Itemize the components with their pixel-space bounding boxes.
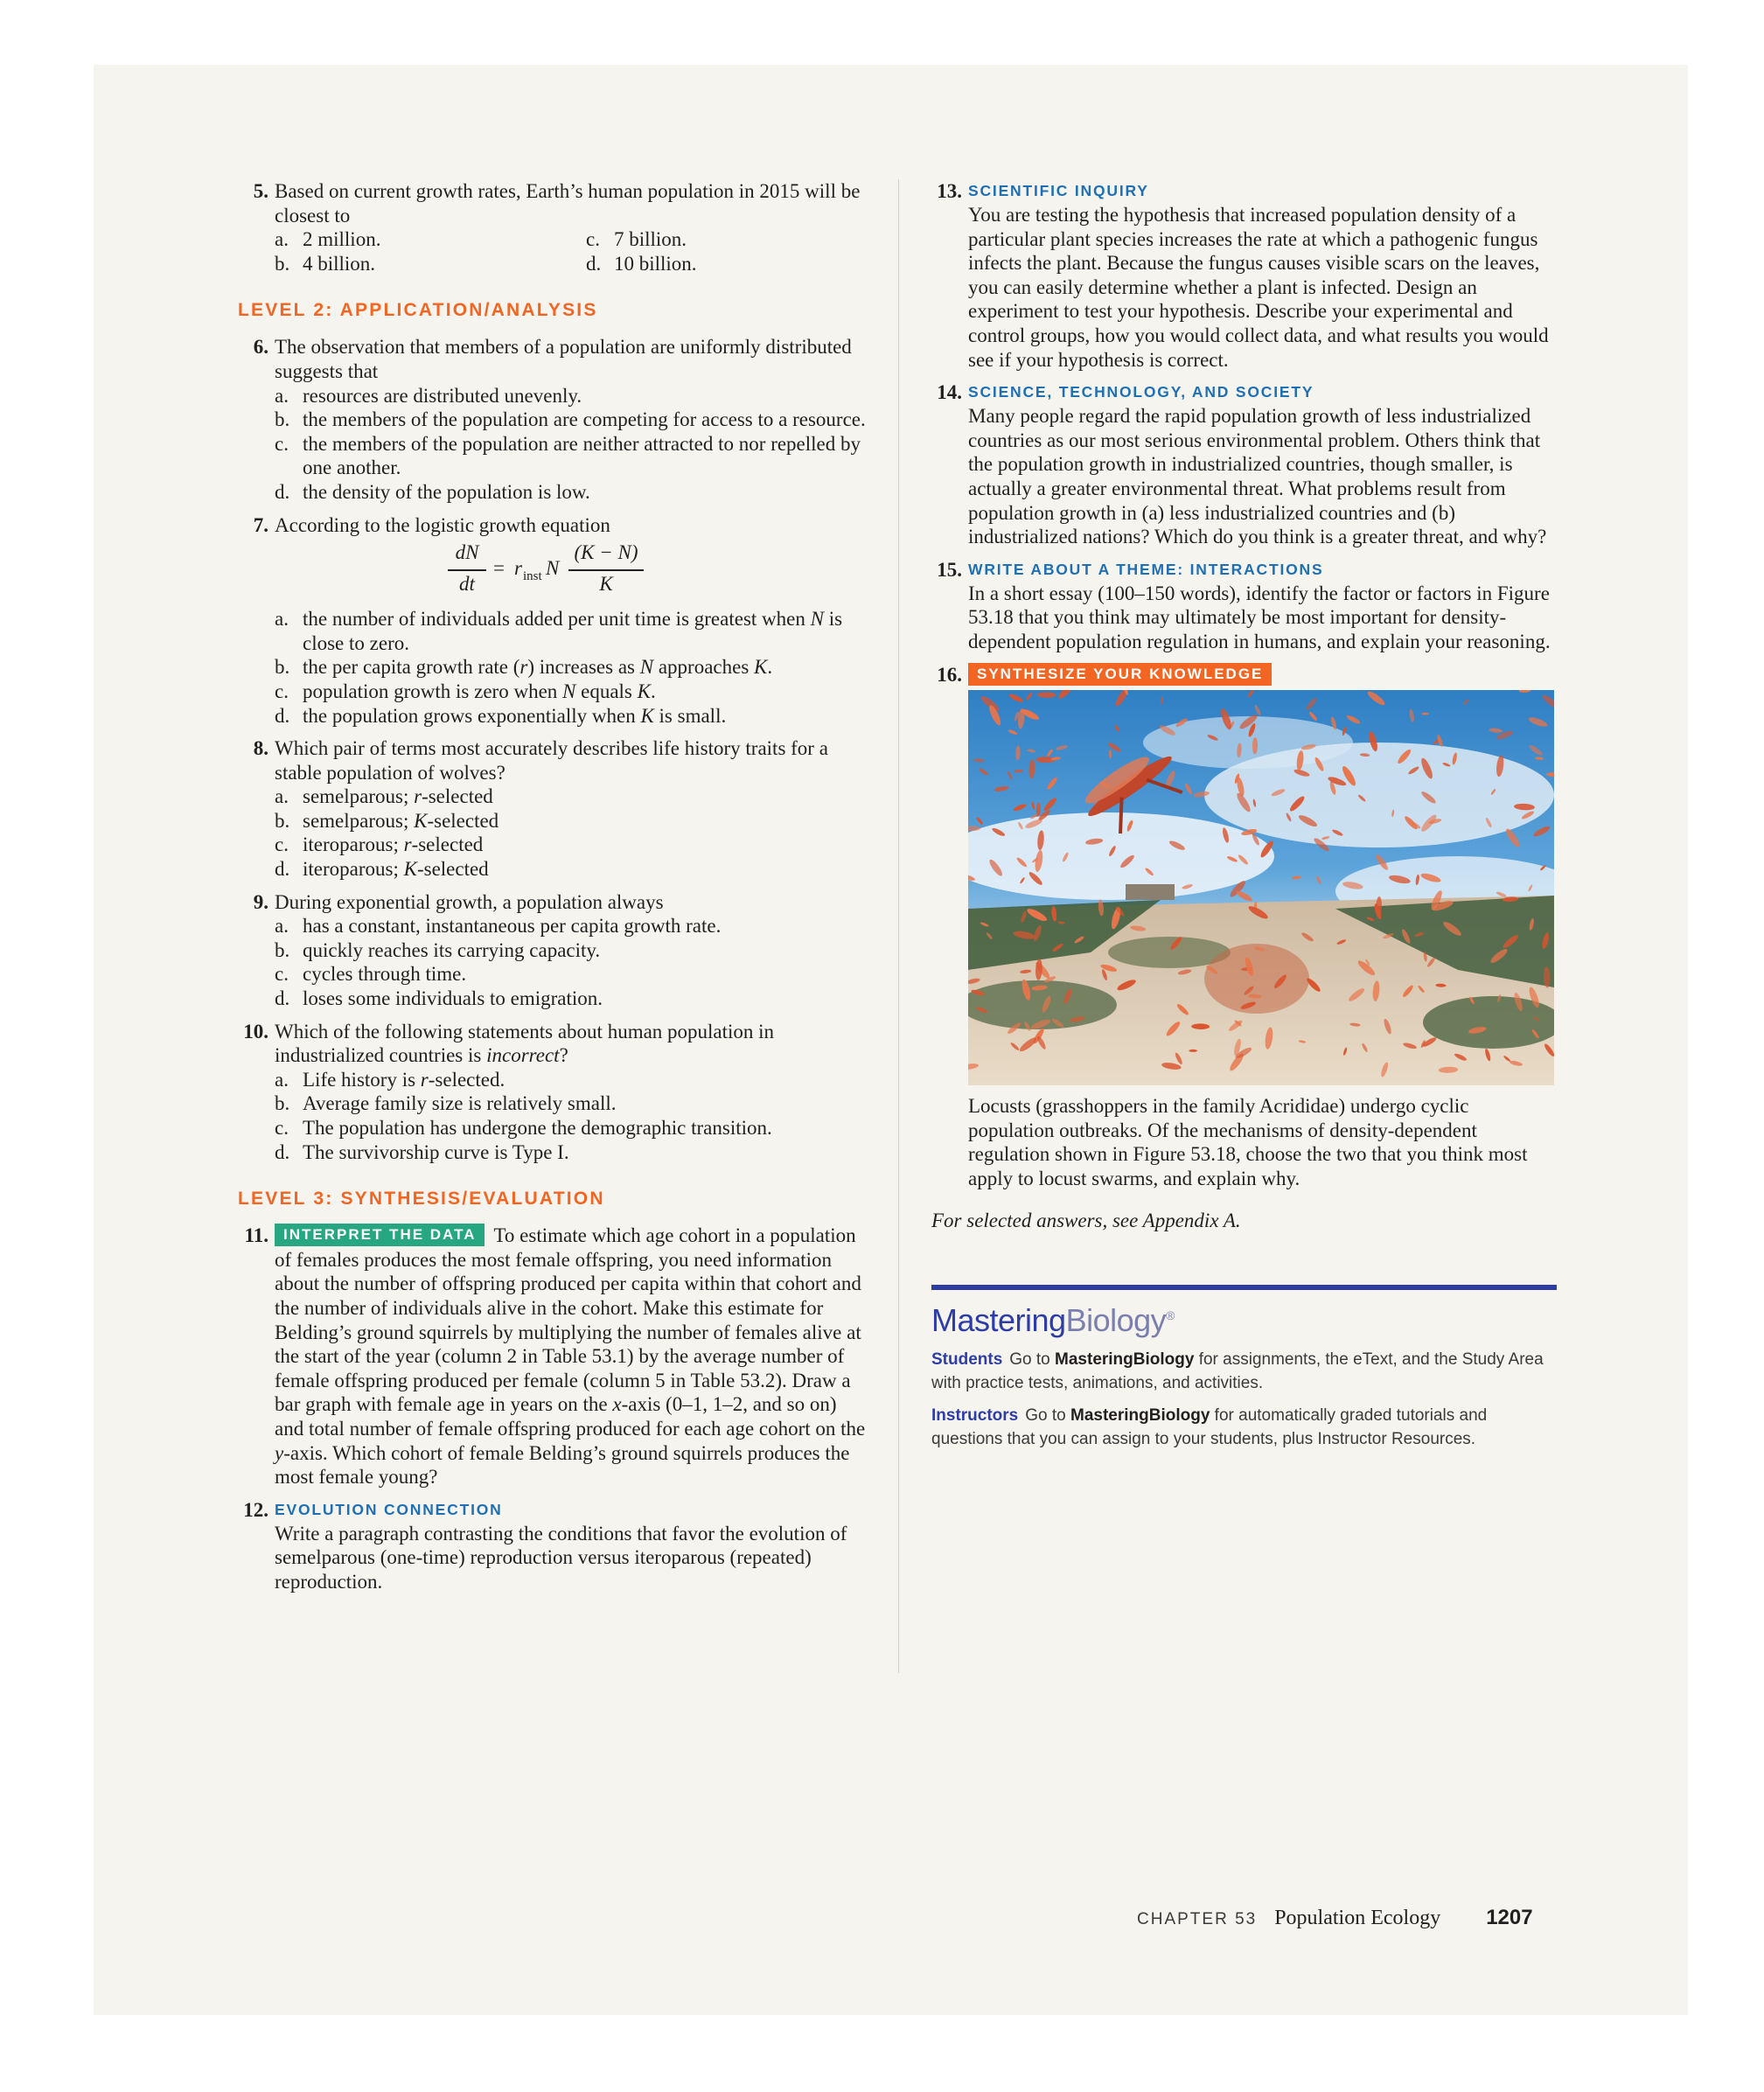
students-line <box>931 1348 1557 1395</box>
option-text: the members of the population are neither attracted to nor repelled by one another. <box>303 432 861 479</box>
option-letter: a. <box>275 785 289 808</box>
option-text: 2 million. <box>303 228 381 251</box>
question-11 <box>238 1224 869 1489</box>
write-about-theme-label: WRITE ABOUT A THEME: INTERACTIONS <box>968 560 1324 578</box>
logo-biology: Biology <box>1065 1302 1167 1339</box>
equation-dn: dN <box>455 541 479 564</box>
option-letter: b. <box>275 938 290 961</box>
italic-symbol: K <box>637 680 651 702</box>
option-letter: c. <box>275 680 289 702</box>
option-text: the population grows exponentially when <box>303 704 641 727</box>
line-text: Go to <box>1025 1406 1070 1426</box>
option-a <box>275 607 869 655</box>
line-text: for assignments, the eText, and the Study Area with practice tests, animations, and activities. <box>931 1350 1544 1393</box>
option-letter: a. <box>275 228 289 251</box>
italic-symbol: N <box>639 656 654 679</box>
mastering-biology-link[interactable]: MasteringBiology <box>1070 1406 1210 1426</box>
body-text: -axis (0–1, 1–2, and so on) and total number of female offspring produced for each age cohort on the <box>275 1393 866 1440</box>
evolution-connection-label: EVOLUTION CONNECTION <box>275 1500 503 1518</box>
option-a <box>275 784 869 809</box>
mastering-rule <box>931 1285 1557 1290</box>
instructors-label: Instructors <box>931 1406 1019 1426</box>
option-d <box>275 1140 869 1165</box>
synthesize-your-knowledge-badge: SYNTHESIZE YOUR KNOWLEDGE <box>968 663 1272 686</box>
italic-symbol: K <box>403 858 417 881</box>
option-text: semelparous; <box>303 785 415 808</box>
photo-caption: Locusts (grasshoppers in the family Acrididae) undergo cyclic population outbreaks. Of the mechanisms of density-dependent regulation shown in Figure 53.18, choose the two that you think most apply to locust swarms, and explain why. <box>968 1095 1528 1189</box>
column-divider <box>898 179 899 1673</box>
italic-symbol: K <box>640 704 654 727</box>
page-number: 1207 <box>1486 1906 1533 1929</box>
instructors-line <box>931 1404 1557 1451</box>
option-letter: b. <box>275 1092 290 1115</box>
locust-swarm-image <box>968 690 1554 1085</box>
option-text: the per capita growth rate ( <box>303 656 520 679</box>
option-letter: d. <box>586 252 602 275</box>
answers-note: For selected answers, see Appendix A. <box>931 1210 1241 1232</box>
option-d <box>586 252 866 276</box>
mastering-biology-link[interactable]: MasteringBiology <box>1055 1350 1195 1370</box>
option-text: . <box>767 656 773 679</box>
option-text: iteroparous; <box>303 858 404 881</box>
students-label: Students <box>931 1350 1003 1370</box>
option-text: cycles through time. <box>303 963 467 986</box>
level-2-heading: LEVEL 2: APPLICATION/ANALYSIS <box>238 300 598 321</box>
question-number: 14. <box>937 381 962 404</box>
option-a <box>275 914 869 938</box>
question-7 <box>238 513 869 729</box>
option-letter: d. <box>275 704 290 727</box>
question-body: Many people regard the rapid population growth of less industrialized countries as our most serious environmental problem. Others think that the population growth in industrialized countries, though smaller, is actually a greater environmental threat. What problems result from population growth in (a) less industrialized countries and (b) industrialized nations? Which do you think is a greater threat, and why? <box>968 405 1547 548</box>
option-c <box>275 1116 869 1140</box>
question-9 <box>238 890 869 1011</box>
option-text: ) increases as <box>527 656 640 679</box>
chapter-title: Population Ecology <box>1274 1907 1441 1929</box>
option-letter: d. <box>275 987 290 1010</box>
option-text: 7 billion. <box>614 228 687 251</box>
option-b <box>275 408 869 432</box>
question-6 <box>238 335 869 504</box>
question-number: 9. <box>253 890 268 913</box>
option-letter: a. <box>275 915 289 938</box>
question-14 <box>931 380 1557 549</box>
locust-swarm-photo <box>968 690 1554 1085</box>
italic-symbol: N <box>562 680 576 702</box>
option-text: has a constant, instantaneous per capita growth rate. <box>303 915 722 938</box>
option-text: 10 billion. <box>614 252 697 275</box>
question-number: 5. <box>253 180 268 202</box>
option-d <box>275 857 869 882</box>
option-text: -selected <box>427 809 499 832</box>
option-c <box>586 227 866 252</box>
locust <box>1421 713 1429 715</box>
option-letter: d. <box>275 480 290 503</box>
option-letter: a. <box>275 384 289 407</box>
option-c <box>275 432 869 480</box>
option-text: The survivorship curve is Type I. <box>303 1140 569 1163</box>
option-text: -selected <box>416 858 489 881</box>
option-b <box>275 1091 869 1116</box>
question-body <box>275 1224 869 1489</box>
option-text: -selected <box>411 833 484 856</box>
option-text: Life history is <box>303 1068 421 1091</box>
interpret-the-data-badge: INTERPRET THE DATA <box>275 1224 485 1246</box>
question-number: 16. <box>937 663 962 686</box>
option-b <box>275 655 869 680</box>
option-c <box>275 680 869 704</box>
question-stem <box>275 1020 869 1068</box>
question-12 <box>238 1498 869 1594</box>
question-10 <box>238 1020 869 1165</box>
italic-symbol: r <box>420 1068 429 1091</box>
option-letter: d. <box>275 858 290 881</box>
question-body: Write a paragraph contrasting the conditions that favor the evolution of semelparous (one-time) reproduction versus iteroparous (repeated) reproduction. <box>275 1522 847 1593</box>
option-text: is small. <box>653 704 727 727</box>
equation-subscript: inst <box>523 569 542 584</box>
option-text: population growth is zero when <box>303 680 563 702</box>
italic-symbol: y <box>275 1441 284 1464</box>
option-text: equals <box>575 680 638 702</box>
equation-n: N <box>546 557 560 580</box>
option-text: resources are distributed unevenly. <box>303 384 582 407</box>
option-letter: a. <box>275 608 289 631</box>
option-b <box>275 252 586 276</box>
question-16 <box>931 663 1557 1191</box>
question-stem: During exponential growth, a population always <box>275 890 664 913</box>
option-letter: c. <box>275 432 289 455</box>
question-number: 8. <box>253 737 268 760</box>
option-text: The population has undergone the demographic transition. <box>303 1117 772 1139</box>
option-text: quickly reaches its carrying capacity. <box>303 938 601 961</box>
question-stem: According to the logistic growth equation <box>275 513 610 536</box>
question-number: 6. <box>253 336 268 359</box>
italic-symbol: r <box>414 785 422 808</box>
left-column <box>238 179 869 1603</box>
option-letter: b. <box>275 809 290 832</box>
option-letter: d. <box>275 1140 290 1163</box>
question-stem: The observation that members of a population are uniformly distributed suggests that <box>275 336 852 382</box>
option-text: is close to zero. <box>303 608 843 654</box>
line-text: for automatically graded tutorials and questions that you can assign to your students, plus Instructor Resources. <box>931 1406 1488 1449</box>
option-letter: b. <box>275 656 290 679</box>
option-letter: b. <box>275 252 290 275</box>
option-text: iteroparous; <box>303 833 404 856</box>
scientific-inquiry-label: SCIENTIFIC INQUIRY <box>968 182 1149 199</box>
option-text: the density of the population is low. <box>303 480 590 503</box>
page-footer <box>1137 1906 1558 1932</box>
equation-dt: dt <box>459 573 475 596</box>
science-technology-society-label: SCIENCE, TECHNOLOGY, AND SOCIETY <box>968 383 1314 401</box>
option-text: the number of individuals added per unit time is greatest when <box>303 608 811 631</box>
option-text: approaches <box>653 656 755 679</box>
logo-mastering: Mastering <box>931 1302 1066 1339</box>
stem-text: Which of the following statements about human population in industrialized countries is <box>275 1020 775 1067</box>
question-number: 11. <box>244 1224 268 1247</box>
equation-r: r <box>514 557 522 580</box>
italic-symbol: K <box>414 809 428 832</box>
equation-equals: = <box>493 557 505 580</box>
option-letter: b. <box>275 408 290 431</box>
option-a <box>275 384 869 408</box>
option-d <box>275 704 869 729</box>
italic-symbol: K <box>754 656 768 679</box>
option-letter: c. <box>275 963 289 986</box>
question-stem: Which pair of terms most accurately describes life history traits for a stable population of wolves? <box>275 737 828 784</box>
chapter-label: CHAPTER 53 <box>1137 1910 1258 1928</box>
option-d <box>275 987 869 1011</box>
question-8 <box>238 736 869 882</box>
body-text: -axis. Which cohort of female Belding’s ground squirrels produces the most female young? <box>275 1441 850 1489</box>
registered-mark: ® <box>1166 1308 1175 1323</box>
italic-symbol: r <box>403 833 412 856</box>
option-text: . <box>650 680 656 702</box>
option-text: 4 billion. <box>303 252 376 275</box>
equation-denominator: K <box>599 573 613 596</box>
equation-fraction-bar <box>448 569 486 571</box>
question-13 <box>931 179 1557 372</box>
question-number: 15. <box>937 558 962 581</box>
option-text: -selected <box>422 785 493 808</box>
right-column <box>931 179 1557 1451</box>
level-3-heading: LEVEL 3: SYNTHESIS/EVALUATION <box>238 1189 605 1210</box>
option-text: semelparous; <box>303 809 415 832</box>
question-5 <box>238 179 869 275</box>
mastering-biology-logo <box>931 1302 1557 1339</box>
question-stem: Based on current growth rates, Earth’s human population in 2015 will be closest to <box>275 180 861 227</box>
option-b <box>275 938 869 963</box>
logistic-equation <box>275 540 869 603</box>
option-a <box>275 227 586 252</box>
equation-fraction-bar <box>568 569 644 571</box>
option-b <box>275 809 869 833</box>
italic-symbol: r <box>519 656 528 679</box>
question-body: In a short essay (100–150 words), identify the factor or factors in Figure 53.18 that you think may ultimately be most important for density-dependent population regulation in humans, and explain your reasoning. <box>968 582 1551 652</box>
options-grid <box>275 227 869 275</box>
locust <box>1189 1049 1197 1052</box>
option-a <box>275 1068 869 1092</box>
option-text: Average family size is relatively small. <box>303 1092 617 1115</box>
option-c <box>275 833 869 857</box>
option-text: loses some individuals to emigration. <box>303 987 603 1010</box>
question-number: 12. <box>243 1498 268 1521</box>
option-letter: c. <box>275 1117 289 1139</box>
line-text: Go to <box>1009 1350 1056 1370</box>
option-text: the members of the population are competing for access to a resource. <box>303 408 866 431</box>
question-15 <box>931 558 1557 654</box>
italic-symbol: x <box>612 1393 622 1416</box>
option-letter: c. <box>275 833 289 856</box>
option-letter: a. <box>275 1068 289 1091</box>
stem-text: ? <box>559 1044 568 1067</box>
italic-symbol: N <box>810 608 824 631</box>
option-c <box>275 962 869 987</box>
option-text: -selected. <box>428 1068 505 1091</box>
option-d <box>275 480 869 505</box>
question-number: 10. <box>243 1020 268 1043</box>
stem-emphasis: incorrect <box>486 1044 560 1067</box>
equation-numerator: (K − N) <box>574 541 638 564</box>
question-number: 7. <box>253 513 268 536</box>
question-body: You are testing the hypothesis that increased population density of a particular plant species increases the rate at which a pathogenic fungus infects the plant. Because the fungus causes visible scars on the leaves, you can easily determine whether a plant is infected. Design an experiment to test your hypothesis. Describe your experimental and control groups, how you would collect data, and what results you would see if your hypothesis is correct. <box>968 204 1549 371</box>
option-letter: c. <box>586 228 600 251</box>
question-number: 13. <box>937 180 962 202</box>
body-text: To estimate which age cohort in a population of females produces the most female offspring, you need information about the number of offspring produced per capita within that cohort and the number of individuals alive in the cohort. Make this estimate for Belding’s ground squirrels by multiplying the number of females alive at the start of the year (column 2 in Table 53.1) by the average number of female offspring produced per female (column 5 in Table 53.2). Draw a bar graph with female age in years on the <box>275 1224 861 1416</box>
